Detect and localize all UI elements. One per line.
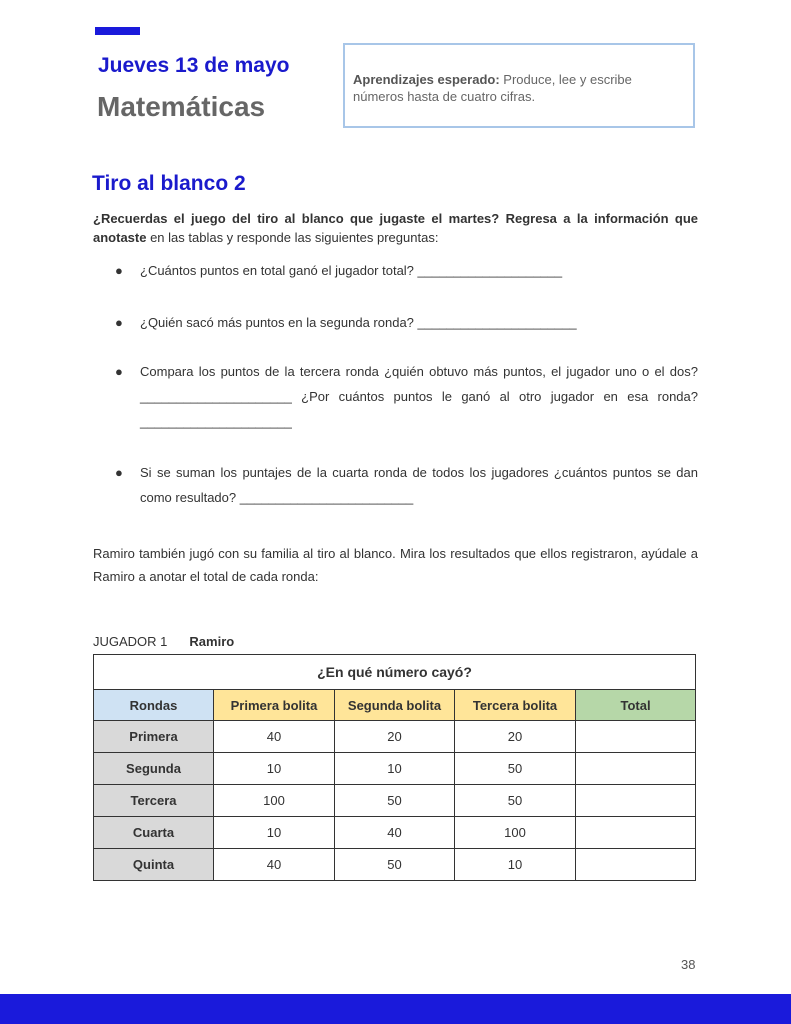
score-cell: 50 [455,785,576,817]
header-tercera-bolita: Tercera bolita [455,690,576,721]
total-cell[interactable] [576,785,696,817]
bullet-icon: ● [115,465,123,480]
score-cell: 40 [214,721,335,753]
bullet-icon: ● [115,315,123,330]
subject-heading: Matemáticas [97,91,266,122]
total-cell[interactable] [576,721,696,753]
intro-paragraph [93,209,698,247]
round-label: Cuarta [94,817,214,849]
table-row [94,817,696,849]
header-primera-bolita: Primera bolita [214,690,335,721]
score-cell: 40 [335,817,455,849]
learning-objective-text: Produce, lee y escribe números hasta de cuatro cifras. [353,72,632,104]
question-item [115,258,698,283]
round-label: Quinta [94,849,214,881]
score-cell: 50 [455,753,576,785]
page-number: 38 [681,957,696,972]
question-text: ¿Quién sacó más puntos en la segunda ronda? ______________________ [140,315,577,330]
player-label [93,634,234,649]
question-item [115,460,698,510]
table-header-row [94,690,696,721]
section-title: Tiro al blanco 2 [92,172,246,195]
score-cell: 20 [335,721,455,753]
table-row [94,785,696,817]
header-segunda-bolita: Segunda bolita [335,690,455,721]
intro-bold-text: ¿Recuerdas el juego del tiro al blanco que jugaste el martes? Regresa a la información que anotaste [93,211,698,245]
question-item [115,359,698,434]
question-text: ¿Cuántos puntos en total ganó el jugador total? ____________________ [140,263,563,278]
header-rondas: Rondas [94,690,214,721]
table-row [94,753,696,785]
learning-objective-box [343,43,695,128]
learning-objective-label: Aprendizajes esperado: [353,72,500,87]
score-cell: 50 [335,785,455,817]
question-item [115,310,698,335]
table-row [94,721,696,753]
score-cell: 100 [214,785,335,817]
player-name: Ramiro [189,634,235,649]
table-row [94,849,696,881]
player-number: JUGADOR 1 [93,634,168,649]
score-cell: 40 [214,849,335,881]
score-cell: 20 [455,721,576,753]
total-cell[interactable] [576,753,696,785]
question-text: Compara los puntos de la tercera ronda ¿quién obtuvo más puntos, el jugador uno o el dos? _____________________ ¿Por cuántos puntos le ganó al otro jugador en esa ronda? _____________________ [140,364,698,429]
round-label: Tercera [94,785,214,817]
total-cell[interactable] [576,817,696,849]
table-caption: ¿En qué número cayó? [94,655,696,690]
round-label: Primera [94,721,214,753]
score-cell: 10 [455,849,576,881]
bullet-icon: ● [115,263,123,278]
header-accent-bar [95,27,140,35]
round-label: Segunda [94,753,214,785]
total-cell[interactable] [576,849,696,881]
bullet-icon: ● [115,364,123,379]
score-cell: 10 [335,753,455,785]
score-cell: 10 [214,817,335,849]
ramiro-paragraph: Ramiro también jugó con su familia al tiro al blanco. Mira los resultados que ellos registraron, ayúdale a Ramiro a anotar el total de cada ronda: [93,546,698,584]
date-heading: Jueves 13 de mayo [98,54,290,77]
header-total: Total [576,690,696,721]
scores-table [93,654,696,881]
score-cell: 100 [455,817,576,849]
intro-rest-text: en las tablas y responde las siguientes preguntas: [146,230,439,245]
footer-bar [0,994,791,1024]
score-cell: 10 [214,753,335,785]
score-cell: 50 [335,849,455,881]
question-text: Si se suman los puntajes de la cuarta ronda de todos los jugadores ¿cuántos puntos se dan como resultado? ________________________ [140,465,698,505]
